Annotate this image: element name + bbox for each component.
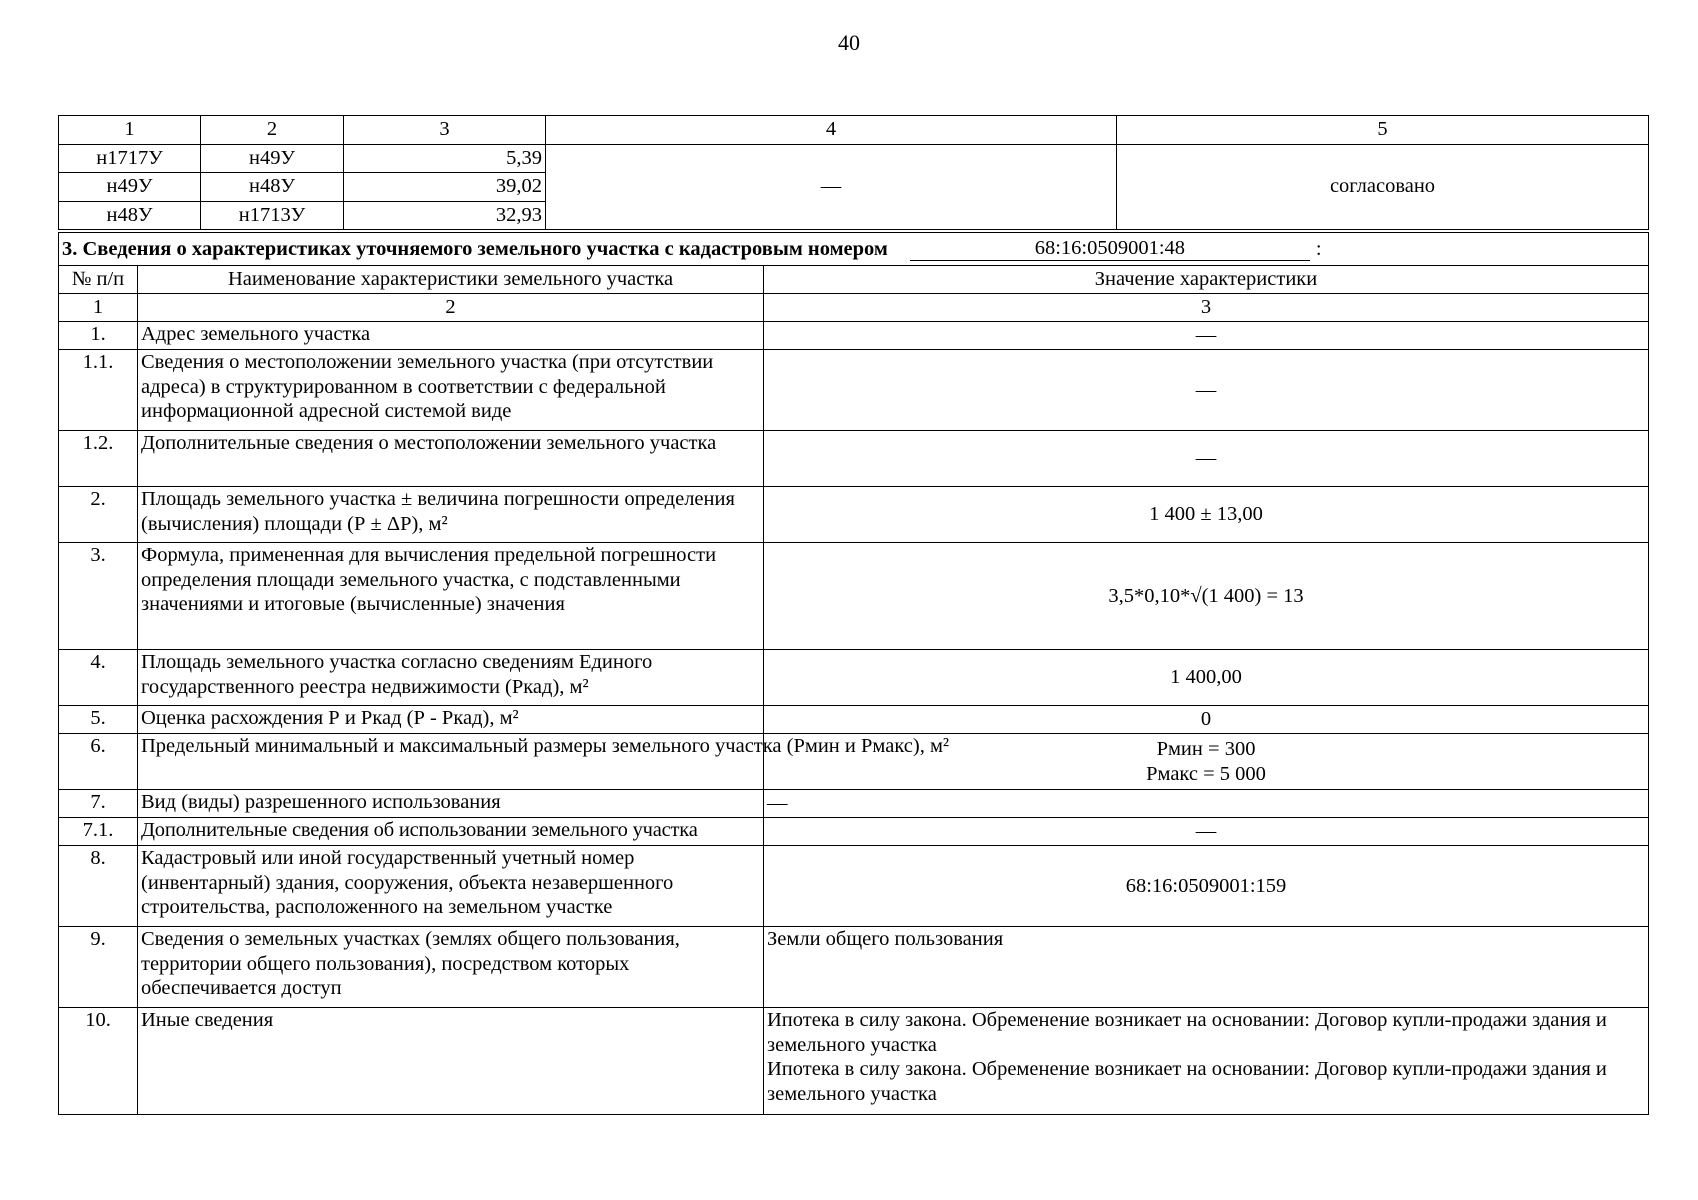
- boundary-table: [58, 115, 1649, 230]
- header-value: Значение характеристики: [764, 266, 1649, 294]
- row-number: 8.: [59, 846, 138, 927]
- row-number: 4.: [59, 650, 138, 706]
- column-number: 3: [764, 294, 1649, 322]
- header-name: Наименование характеристики земельного участка: [138, 266, 764, 294]
- min-size: Рмин = 300: [1156, 737, 1256, 760]
- row-value: [764, 1008, 1649, 1115]
- from-point: н49У: [59, 173, 201, 202]
- row-value: Земли общего пользования: [764, 927, 1649, 1008]
- header-cell: 1: [59, 116, 201, 145]
- segment-length: 5,39: [344, 144, 546, 173]
- page-number: 40: [838, 30, 860, 55]
- cadastral-number: 68:16:0509001:48: [910, 237, 1310, 262]
- row-name: Иные сведения: [138, 1008, 764, 1115]
- table-row: [59, 706, 1649, 734]
- row-value: —: [764, 322, 1649, 350]
- table-row: [59, 431, 1649, 487]
- characteristics-table: [58, 232, 1649, 1115]
- row-number: 3.: [59, 543, 138, 650]
- row-value: 0: [764, 706, 1649, 734]
- section-title-row: [59, 233, 1649, 266]
- row-value: 1 400 ± 13,00: [764, 487, 1649, 543]
- section-title-cell: [59, 233, 1649, 266]
- header-cell: 4: [546, 116, 1117, 145]
- row-value: 68:16:0509001:159: [764, 846, 1649, 927]
- boundary-table-header-row: [59, 116, 1649, 145]
- row-number: 1.1.: [59, 350, 138, 431]
- from-point: н1717У: [59, 144, 201, 173]
- other-info-line: Ипотека в силу закона. Обременение возникает на основании: Договор купли-продажи здания и земельного участка: [767, 1009, 1607, 1056]
- table-row: [59, 650, 1649, 706]
- table-row: [59, 322, 1649, 350]
- row-name: Вид (виды) разрешенного использования: [138, 790, 764, 818]
- header-number: № п/п: [59, 266, 138, 294]
- max-size: Рмакс = 5 000: [1146, 762, 1266, 785]
- row-number: 7.1.: [59, 818, 138, 846]
- table-row: [59, 543, 1649, 650]
- to-point: н1713У: [201, 201, 344, 230]
- row-name: Дополнительные сведения о местоположении земельного участка: [138, 431, 764, 487]
- row-name: Площадь земельного участка ± величина погрешности определения (вычисления) площади (Р ± ΔР), м²: [138, 487, 764, 543]
- column-number: 1: [59, 294, 138, 322]
- segment-length: 32,93: [344, 201, 546, 230]
- table-row: [59, 790, 1649, 818]
- table-row: [59, 846, 1649, 927]
- row-name: Предельный минимальный и максимальный размеры земельного участка (Рмин и Рмакс), м²: [138, 734, 764, 790]
- row-name: Площадь земельного участка согласно сведениям Единого государственного реестра недвижимости (Ркад), м²: [138, 650, 764, 706]
- row-name: Оценка расхождения Р и Ркад (Р - Ркад), м²: [138, 706, 764, 734]
- row-number: 1.2.: [59, 431, 138, 487]
- segment-length: 39,02: [344, 173, 546, 202]
- row-number: 1.: [59, 322, 138, 350]
- table-row: [59, 144, 1649, 173]
- row-number: 5.: [59, 706, 138, 734]
- row-number: 9.: [59, 927, 138, 1008]
- row-number: 2.: [59, 487, 138, 543]
- header-cell: 2: [201, 116, 344, 145]
- table-row: [59, 818, 1649, 846]
- header-cell: 3: [344, 116, 546, 145]
- section-title: 3. Сведения о характеристиках уточняемого земельного участка с кадастровым номером: [62, 237, 888, 260]
- row-value: —: [764, 790, 1649, 818]
- section-colon: :: [1315, 237, 1322, 260]
- row-value: 3,5*0,10*√(1 400) = 13: [764, 543, 1649, 650]
- from-point: н48У: [59, 201, 201, 230]
- row-number: 10.: [59, 1008, 138, 1115]
- row-value: —: [764, 818, 1649, 846]
- header-cell: 5: [1117, 116, 1649, 145]
- row-number: 7.: [59, 790, 138, 818]
- row-name: Кадастровый или иной государственный учетный номер (инвентарный) здания, сооружения, объекта незавершенного строительства, расположенного на земельном участке: [138, 846, 764, 927]
- row-value: —: [764, 431, 1649, 487]
- to-point: н49У: [201, 144, 344, 173]
- table-row: [59, 1008, 1649, 1115]
- row-value: 1 400,00: [764, 650, 1649, 706]
- row-name: Формула, примененная для вычисления предельной погрешности определения площади земельного участка, с подставленными значениями и итоговые (вычисленные) значения: [138, 543, 764, 650]
- column-numbers-row: [59, 294, 1649, 322]
- row-name: Сведения о местоположении земельного участка (при отсутствии адреса) в структурированном в соответствии с федеральной информационной адресной системой виде: [138, 350, 764, 431]
- row-name: Адрес земельного участка: [138, 322, 764, 350]
- table-row: [59, 350, 1649, 431]
- table-row: [59, 927, 1649, 1008]
- row-value: —: [764, 350, 1649, 431]
- characteristics-header-row: [59, 266, 1649, 294]
- row-name: Дополнительные сведения об использовании земельного участка: [138, 818, 764, 846]
- column-number: 2: [138, 294, 764, 322]
- col4-value: —: [546, 144, 1117, 230]
- approval-status: согласовано: [1117, 144, 1649, 230]
- row-number: 6.: [59, 734, 138, 790]
- table-row: [59, 487, 1649, 543]
- to-point: н48У: [201, 173, 344, 202]
- row-name: Сведения о земельных участках (землях общего пользования, территории общего пользования), посредством которых обеспечивается доступ: [138, 927, 764, 1008]
- other-info-line: Ипотека в силу закона. Обременение возникает на основании: Договор купли-продажи здания и земельного участка: [767, 1058, 1607, 1105]
- table-row: [59, 734, 1649, 790]
